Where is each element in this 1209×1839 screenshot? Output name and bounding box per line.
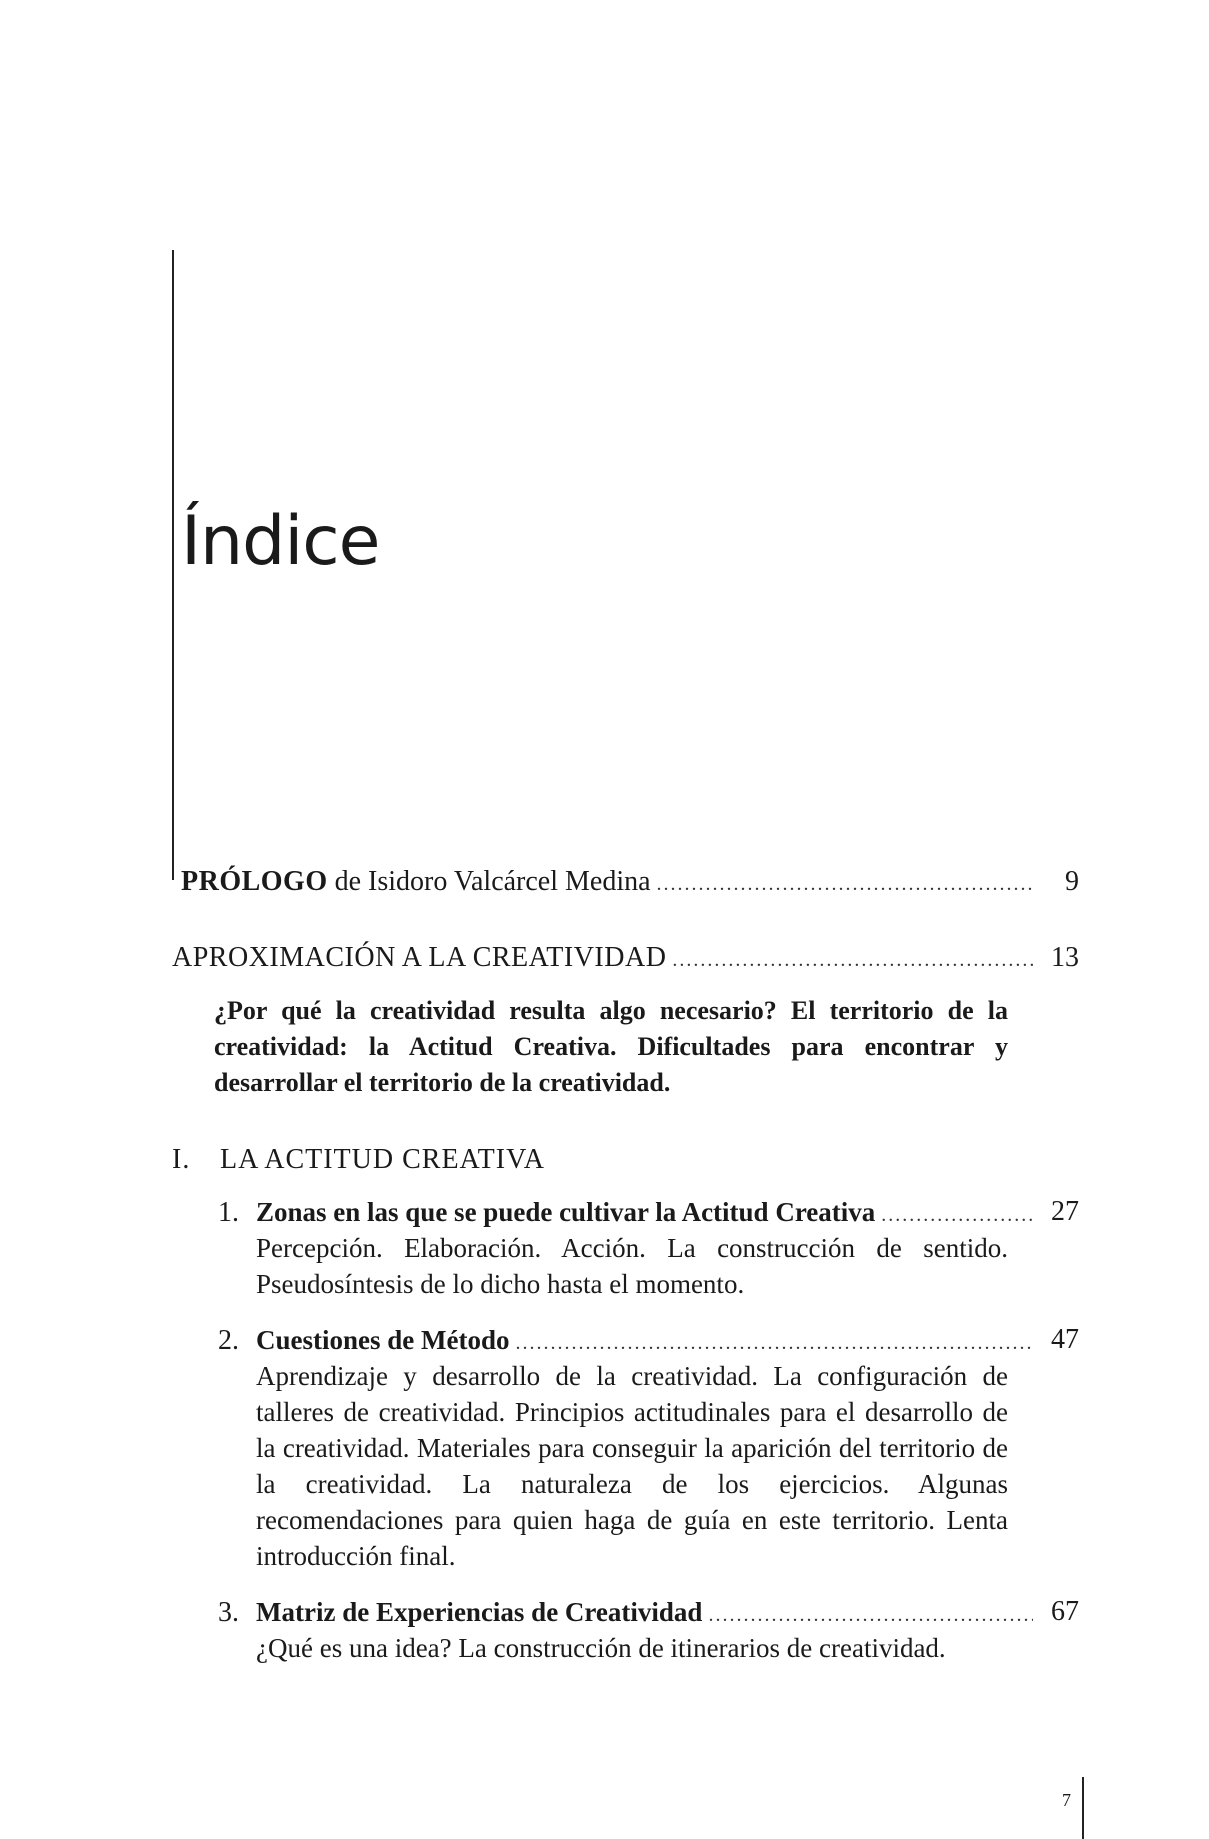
toc-page-number: 27	[1051, 1196, 1079, 1227]
entry-description: Aprendizaje y desarrollo de la creatividad. La configuración de talleres de creatividad. Principios actitudinales para el desarrollo de la creatividad. Materiales para conseguir la aparición del territorio de la creatividad. La naturaleza de los ejercicios. Algunas recomendaciones para quien haga de guía en este territorio. Lenta introducción final.	[256, 1361, 1008, 1571]
entry-description: Percepción. Elaboración. Acción. La construcción de sentido. Pseudosíntesis de lo dicho hasta el momento.	[256, 1233, 1008, 1299]
entry-description: ¿Qué es una idea? La construcción de itinerarios de creatividad.	[256, 1633, 946, 1663]
toc-page-number: 9	[1065, 866, 1079, 897]
dot-leader	[672, 942, 1033, 978]
aproximacion-label: APROXIMACIÓN A LA CREATIVIDAD	[172, 942, 667, 973]
toc-page-number: 13	[1051, 942, 1079, 973]
prologo-label-rest: de Isidoro Valcárcel Medina	[327, 866, 651, 897]
entry-label: Cuestiones de Método	[256, 1325, 510, 1355]
section-title: LA ACTITUD CREATIVA	[220, 1144, 545, 1175]
margin-rule-right	[1082, 1777, 1084, 1839]
dot-leader	[515, 1325, 1033, 1361]
toc-page-number: 67	[1051, 1596, 1079, 1627]
prologo-label-strong: PRÓLOGO	[181, 866, 328, 897]
dot-leader	[881, 1197, 1033, 1233]
toc-entry[interactable]	[218, 1322, 1079, 1361]
toc-entry-aproximacion[interactable]	[172, 940, 1079, 978]
dot-leader	[708, 1597, 1033, 1633]
dot-leader	[657, 866, 1033, 902]
page-number: 7	[1062, 1790, 1071, 1810]
entry-number: 1.	[218, 1197, 239, 1228]
aproximacion-description: ¿Por qué la creatividad resulta algo necesario? El territorio de la creatividad: la Actitud Creativa. Dificultades para encontrar y desarrollar el territorio de la creatividad.	[214, 996, 1008, 1097]
toc-page-number: 47	[1051, 1324, 1079, 1355]
section-number: I.	[172, 1144, 191, 1175]
toc-entry[interactable]	[218, 1594, 1079, 1633]
page-title: Índice	[181, 501, 380, 581]
entry-label: Zonas en las que se puede cultivar la Actitud Creativa	[256, 1197, 876, 1227]
entry-number: 2.	[218, 1325, 239, 1356]
toc-entry-prologo[interactable]	[181, 864, 1079, 902]
margin-rule-left	[172, 250, 174, 880]
entry-number: 3.	[218, 1597, 239, 1628]
entry-label: Matriz de Experiencias de Creatividad	[256, 1597, 703, 1627]
toc-entry[interactable]	[218, 1194, 1079, 1233]
section-heading	[172, 1142, 545, 1178]
